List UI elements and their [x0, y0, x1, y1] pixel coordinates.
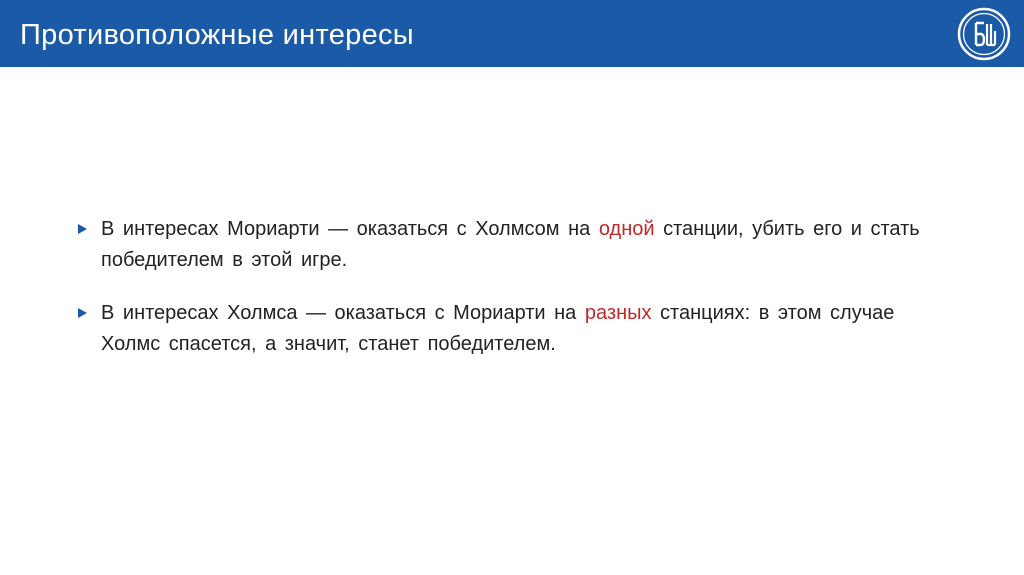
bullet-highlight: разных — [584, 302, 652, 324]
slide-title: Противоположные интересы — [20, 19, 414, 51]
triangle-right-icon — [78, 308, 87, 318]
bullet-item-moriarty — [78, 214, 958, 276]
bullet-item-holmes — [78, 298, 958, 360]
hse-logo-icon — [957, 7, 1011, 61]
triangle-right-icon — [78, 224, 87, 234]
slide-header — [0, 0, 1024, 67]
bullet-text-before: В интересах Холмса — оказаться с Мориарти на — [101, 302, 585, 324]
bullet-text-before: В интересах Мориарти — оказаться с Холмсом на — [101, 218, 599, 240]
bullet-text-after: станциях: в этом случае Холмс спасется, а значит, станет победителем. — [101, 302, 895, 355]
bullet-list — [78, 214, 958, 382]
bullet-text-after: станции, убить его и стать победителем в этой игре. — [101, 218, 920, 271]
bullet-highlight: одной — [598, 218, 655, 240]
